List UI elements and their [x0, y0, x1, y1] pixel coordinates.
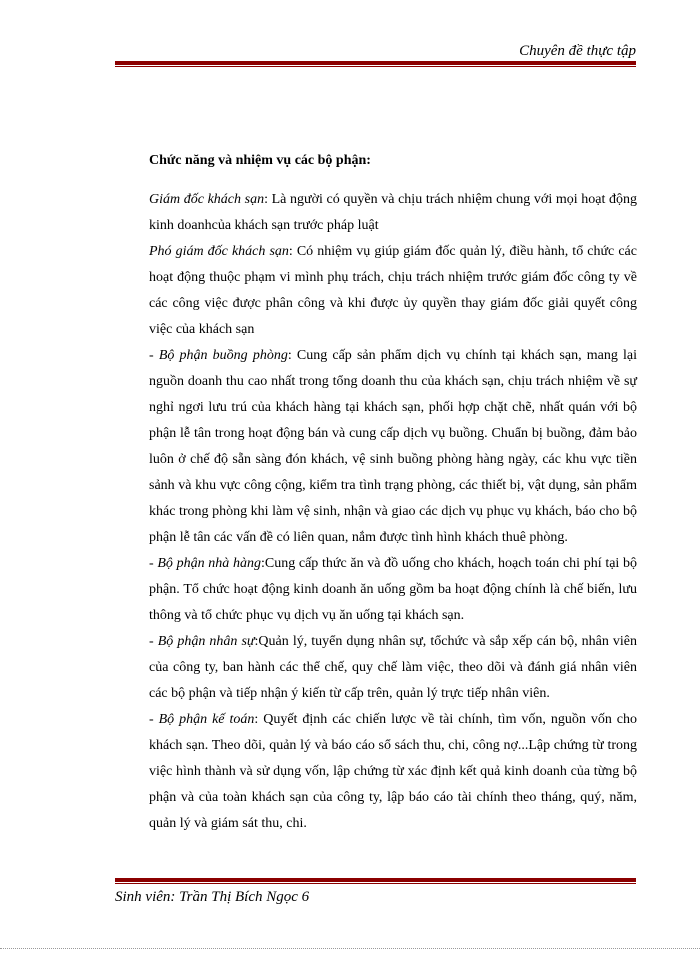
paragraph-buong-phong — [149, 343, 637, 551]
body-content — [149, 148, 637, 837]
paragraph-text: : Cung cấp sản phẩm dịch vụ chính tại khách sạn, mang lại nguồn doanh thu cao nhất trong tổng doanh thu của khách sạn, chịu trách nhiệm về sự nghỉ ngơi lưu trú của khách hàng tại khách sạn, phối hợp chặt chẽ, nhất quán với bộ phận lễ tân trong hoạt động bán và cung cấp dịch vụ buồng. Chuẩn bị buồng, đảm bảo luôn ở chế độ sẵn sàng đón khách, vệ sinh buồng phòng hàng ngày, các khu vực tiền sảnh và khu vực công cộng, kiểm tra tình trạng phòng, các thiết bị, vật dụng, sản phẩm khác trong phòng khi làm vệ sinh, nhận và giao các dịch vụ phục vụ khách, báo cho bộ phận lễ tân các vấn đề có liên quan, nắm được tình hình khách thuê phòng. — [149, 348, 637, 545]
paragraph-term: Phó giám đốc khách sạn — [149, 244, 289, 259]
footer-author: Sinh viên: Trần Thị Bích Ngọc 6 — [115, 889, 310, 905]
paragraph-nha-hang — [149, 551, 637, 629]
paragraph-prefix: - — [149, 348, 159, 363]
paragraph-term: Bộ phận buồng phòng — [158, 348, 288, 363]
page-bottom-divider — [0, 948, 700, 949]
section-heading: Chức năng và nhiệm vụ các bộ phận: — [149, 153, 371, 168]
paragraph-term: Giám đốc khách sạn — [149, 192, 265, 207]
paragraph-ke-toan — [149, 707, 637, 837]
paragraph-prefix: - — [149, 712, 159, 727]
paragraph-term: Bộ phận nhân sự — [157, 634, 255, 649]
paragraph-prefix: - — [149, 634, 158, 649]
paragraph-text: :Cung cấp thức ăn và đồ uống cho khách, hoạch toán chi phí tại bộ phận. Tổ chức hoạt động kinh doanh ăn uống gồm ba hoạt động chính là chế biến, lưu thông và tổ chức phục vụ dịch vụ ăn uống tại khách sạn. — [149, 556, 637, 623]
paragraph-term: Bộ phận kế toán — [158, 712, 255, 727]
paragraph-giam-doc — [149, 187, 637, 239]
paragraph-text: : Có nhiệm vụ giúp giám đốc quản lý, điều hành, tổ chức các hoạt động thuộc phạm vi mình phụ trách, chịu trách nhiệm trước giám đốc công ty về các công việc được phân công và khi được ủy quyền thay giám đốc giải quyết công việc của khách sạn — [149, 244, 637, 337]
paragraph-nhan-su — [149, 629, 637, 707]
footer-rule — [115, 878, 636, 884]
header-rule — [115, 61, 636, 67]
paragraph-text: : Quyết định các chiến lược về tài chính, tìm vốn, nguồn vốn cho khách sạn. Theo dõi, quản lý và báo cáo sổ sách thu, chi, công nợ...Lập chứng từ trong việc hình thành và sử dụng vốn, lập chứng từ xác định kết quả kinh doanh của từng bộ phận và của toàn khách sạn của công ty, lập báo cáo tài chính theo tháng, quý, năm, quản lý và giám sát thu, chi. — [149, 712, 637, 831]
paragraph-term: Bộ phận nhà hàng — [157, 556, 261, 571]
paragraph-prefix: - — [149, 556, 158, 571]
paragraph-pho-giam-doc — [149, 239, 637, 343]
header-title: Chuyên đề thực tập — [519, 43, 636, 59]
paragraph-text: :Quản lý, tuyển dụng nhân sự, tổchức và sắp xếp cán bộ, nhân viên của công ty, ban hành các thể chế, quy chế làm việc, theo dõi và đánh giá nhân viên các bộ phận và tiếp nhận ý kiến từ cấp trên, quản lý trực tiếp nhân viên. — [149, 634, 637, 701]
paragraph-text: : Là người có quyền và chịu trách nhiệm chung với mọi hoạt động kinh doanhcủa khách sạn trước pháp luật — [149, 192, 637, 233]
